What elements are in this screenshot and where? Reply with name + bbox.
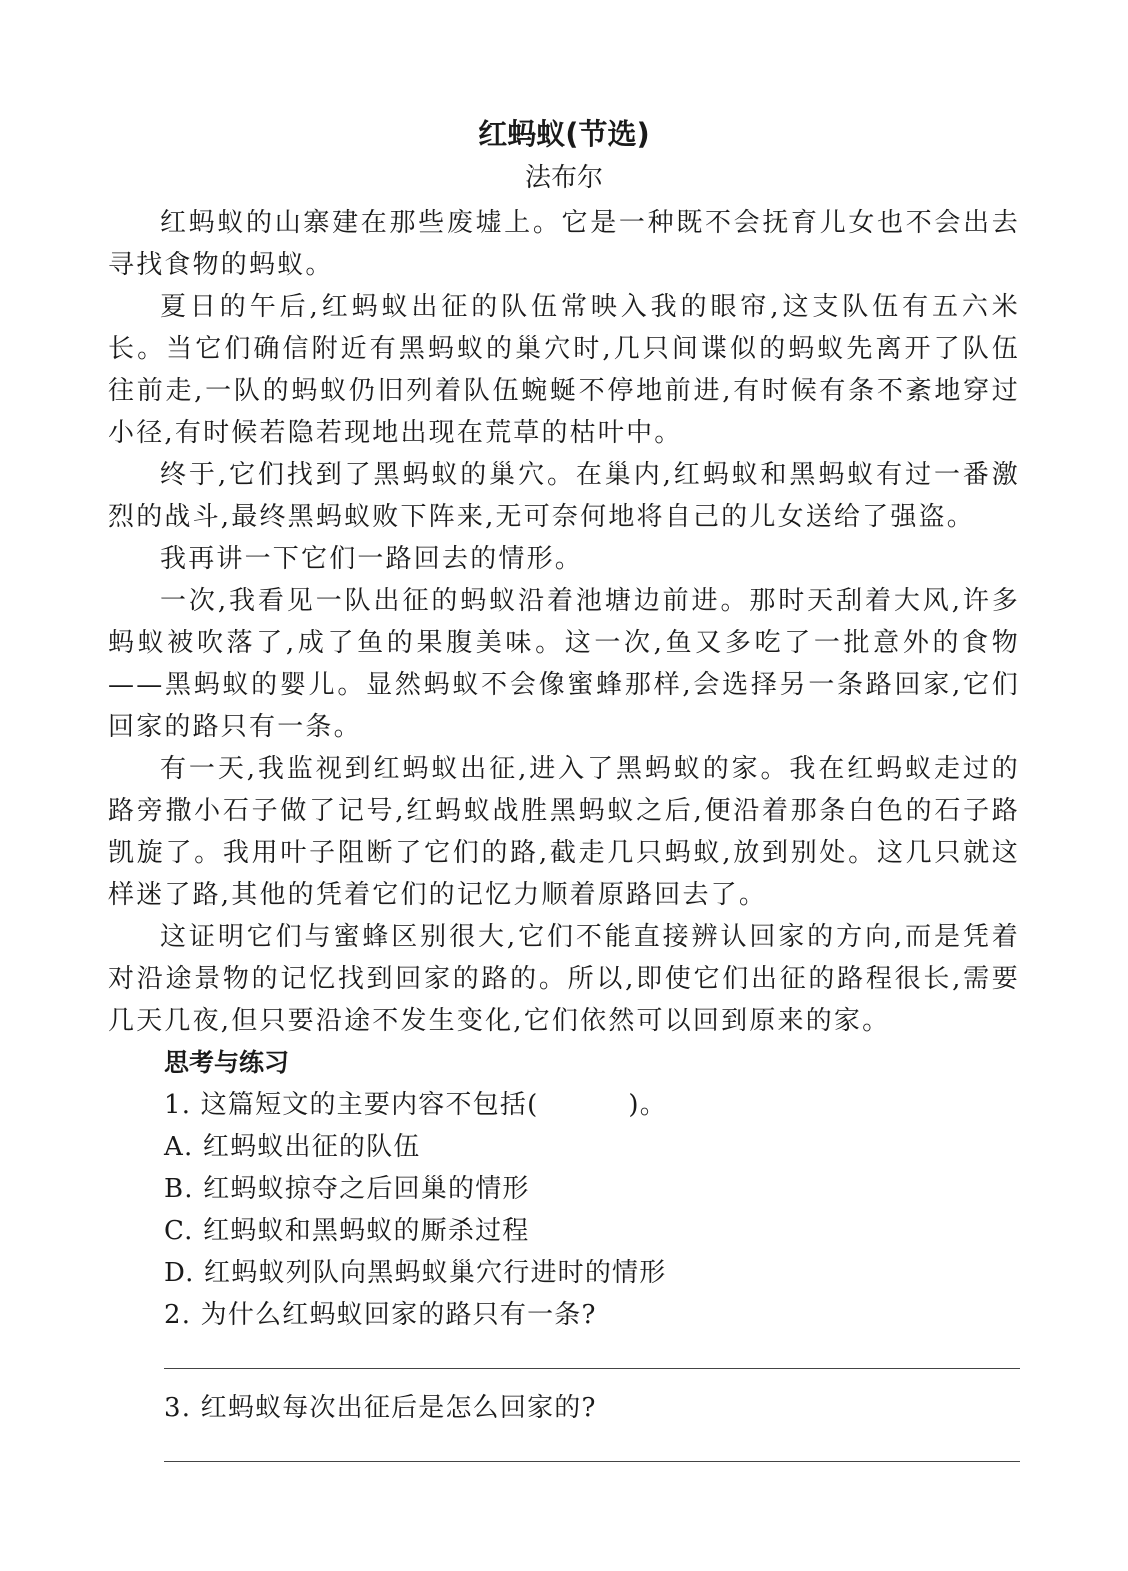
paragraph: 终于,它们找到了黑蚂蚁的巢穴。在巢内,红蚂蚁和黑蚂蚁有过一番激烈的战斗,最终黑蚂蚁败下阵来,无可奈何地将自己的儿女送给了强盗。 bbox=[108, 460, 1020, 532]
question-3-answer-line[interactable] bbox=[164, 1461, 1020, 1462]
question-2-answer-line[interactable] bbox=[164, 1368, 1020, 1369]
question-2: 2. 为什么红蚂蚁回家的路只有一条? bbox=[164, 1300, 597, 1330]
question-1-stem-start: 1. 这篇短文的主要内容不包括( bbox=[164, 1090, 539, 1120]
paragraph: 有一天,我监视到红蚂蚁出征,进入了黑蚂蚁的家。我在红蚂蚁走过的路旁撒小石子做了记号,红蚂蚁战胜黑蚂蚁之后,便沿着那条白色的石子路凯旋了。我用叶子阻断了它们的路,截走几只蚂蚁,放到别处。这几只就这样迷了路,其他的凭着它们的记忆力顺着原路回去了。 bbox=[108, 754, 1020, 910]
paragraph: 红蚂蚁的山寨建在那些废墟上。它是一种既不会抚育儿女也不会出去寻找食物的蚂蚁。 bbox=[108, 208, 1020, 280]
paragraph: 我再讲一下它们一路回去的情形。 bbox=[160, 544, 584, 574]
option-d: D. 红蚂蚁列队向黑蚂蚁巢穴行进时的情形 bbox=[164, 1258, 667, 1288]
option-c: C. 红蚂蚁和黑蚂蚁的厮杀过程 bbox=[164, 1216, 530, 1246]
option-b: B. 红蚂蚁掠夺之后回巢的情形 bbox=[164, 1174, 530, 1204]
paragraph: 一次,我看见一队出征的蚂蚁沿着池塘边前进。那时天刮着大风,许多蚂蚁被吹落了,成了鱼的果腹美味。这一次,鱼又多吃了一批意外的食物——黑蚂蚁的婴儿。显然蚂蚁不会像蜜蜂那样,会选择另一条路回家,它们回家的路只有一条。 bbox=[108, 586, 1020, 742]
question-3: 3. 红蚂蚁每次出征后是怎么回家的? bbox=[164, 1393, 597, 1423]
option-a: A. 红蚂蚁出征的队伍 bbox=[164, 1132, 421, 1162]
article-author: 法布尔 bbox=[524, 163, 603, 193]
question-1 bbox=[108, 1084, 1020, 1126]
paragraph: 夏日的午后,红蚂蚁出征的队伍常映入我的眼帘,这支队伍有五六米长。当它们确信附近有黑蚂蚁的巢穴时,几只间谍似的蚂蚁先离开了队伍往前走,一队的蚂蚁仍旧列着队伍蜿蜒不停地前进,有时候有条不紊地穿过小径,有时候若隐若现地出现在荒草的枯叶中。 bbox=[108, 292, 1020, 448]
question-1-stem-end: )。 bbox=[628, 1090, 667, 1120]
worksheet-page bbox=[108, 112, 1020, 1480]
paragraph: 这证明它们与蜜蜂区别很大,它们不能直接辨认回家的方向,而是凭着对沿途景物的记忆找到回家的路的。所以,即使它们出征的路程很长,需要几天几夜,但只要沿途不发生变化,它们依然可以回到原来的家。 bbox=[108, 922, 1020, 1036]
article-title: 红蚂蚁(节选) bbox=[478, 117, 650, 151]
exercise-heading: 思考与练习 bbox=[164, 1048, 290, 1077]
